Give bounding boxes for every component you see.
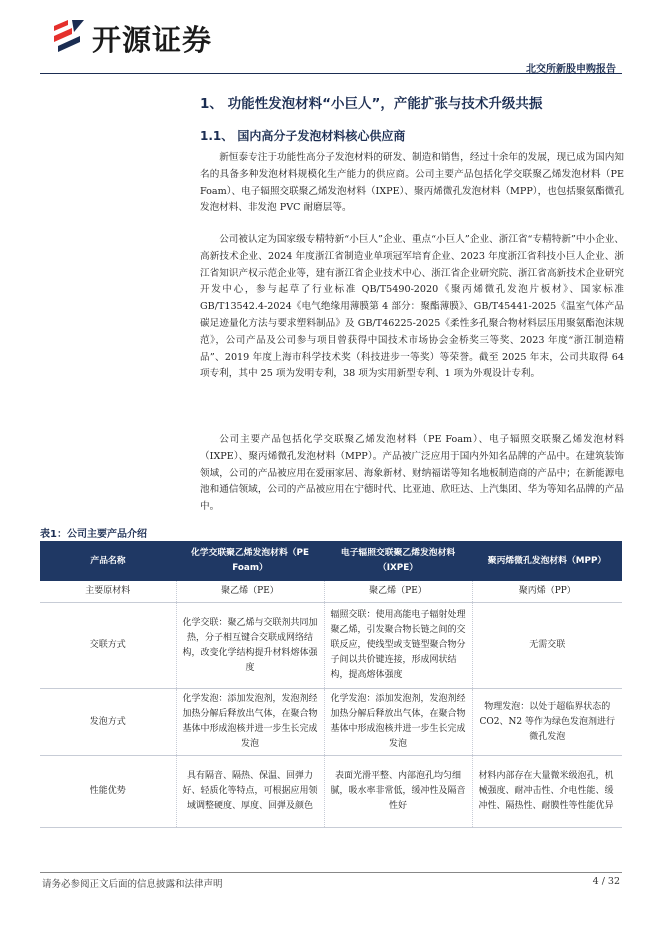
company-logo [50, 16, 260, 60]
column-header: 产品名称 [40, 541, 176, 581]
table-row [40, 581, 622, 603]
row-label: 交联方式 [40, 603, 176, 689]
footer-divider [40, 872, 622, 873]
paragraph-customers: 公司主要产品包括化学交联聚乙烯发泡材料（PE Foam）、电子辐照交联聚乙烯发泡材料（IXPE）、聚丙烯微孔发泡材料（MPP）。产品被广泛应用于国内外知名品牌的产品中。在建筑装饰领域，公司的产品被应用在爱丽家居、海象新材、财纳福诺等知名地板制造商的产品中；在新能源电池和通信领域，公司的产品被应用在宁德时代、比亚迪、欣旺达、上汽集团、华为等知名品牌的产品中。 [200, 434, 624, 513]
row-label: 发泡方式 [40, 689, 176, 756]
paragraph-company-intro: 新恒泰专注于功能性高分子发泡材料的研发、制造和销售，经过十余年的发展，现已成为国内知名的具备多种发泡材料规模化生产能力的供应商。公司主要产品包括化学交联聚乙烯发泡材料（PE Foam）、电子辐照交联聚乙烯发泡材料（IXPE）、聚丙烯微孔发泡材料（MPP），也包括聚氨酯微孔发泡材料、非发泡 PVC 耐磨层等。 [200, 152, 624, 214]
table-cell: 辐照交联：使用高能电子辐射处理聚乙烯，引发聚合物长链之间的交联反应，使线型或支链型聚合物分子间以共价键连接，形成网状结构，提高熔体强度 [324, 603, 472, 689]
subsection-heading: 1.1、 国内高分子发泡材料核心供应商 [200, 129, 406, 143]
table-cell: 化学发泡：添加发泡剂，发泡剂经加热分解后释放出气体，在聚合物基体中形成泡核并进一步生长完成发泡 [324, 689, 472, 756]
row-label: 主要原材料 [40, 581, 176, 603]
table-row [40, 756, 622, 828]
row-label: 性能优势 [40, 756, 176, 828]
column-header: 电子辐照交联聚乙烯发泡材料（IXPE） [324, 541, 472, 581]
table-row [40, 603, 622, 689]
header-divider [40, 73, 622, 74]
table-cell: 化学发泡：添加发泡剂，发泡剂经加热分解后释放出气体，在聚合物基体中形成泡核并进一步生长完成发泡 [176, 689, 324, 756]
section-heading: 1、 功能性发泡材料“小巨人”，产能扩张与技术升级共振 [200, 96, 543, 112]
table-cell: 聚乙烯（PE） [176, 581, 324, 603]
page-number: 4 / 32 [592, 876, 620, 887]
table-cell: 物理发泡：以处于超临界状态的 CO2、N2 等作为绿色发泡剂进行微孔发泡 [472, 689, 622, 756]
table-cell: 表面光滑平整、内部泡孔均匀细腻，吸水率非常低，缓冲性及隔音性好 [324, 756, 472, 828]
table-cell: 具有隔音、隔热、保温、回弹力好、轻质化等特点，可根据应用领域调整硬度、厚度、回弹及颜色 [176, 756, 324, 828]
table-cell: 聚乙烯（PE） [324, 581, 472, 603]
table-caption: 表1：公司主要产品介绍 [40, 529, 147, 540]
table-cell: 无需交联 [472, 603, 622, 689]
column-header: 聚丙烯微孔发泡材料（MPP） [472, 541, 622, 581]
logo-mark-icon [50, 16, 90, 56]
product-table [40, 541, 622, 828]
company-name: 开源证券 [92, 23, 213, 57]
table-cell: 材料内部存在大量微米级泡孔，机械强度、耐冲击性、介电性能、缓冲性、隔热性、耐膜性等性能优异 [472, 756, 622, 828]
table-cell: 化学交联：聚乙烯与交联剂共同加热，分子相互键合交联成网络结构，改变化学结构提升材料熔体强度 [176, 603, 324, 689]
column-header: 化学交联聚乙烯发泡材料（PE Foam） [176, 541, 324, 581]
table-row [40, 689, 622, 756]
footer-disclaimer: 请务必参阅正文后面的信息披露和法律声明 [42, 879, 223, 890]
table-cell: 聚丙烯（PP） [472, 581, 622, 603]
paragraph-honors: 公司被认定为国家级专精特新“小巨人”企业、重点“小巨人”企业、浙江省“专精特新”中小企业、高新技术企业、2024 年度浙江省制造业单项冠军培育企业、2023 年度浙江省科技小巨人企业、浙江省知识产权示范企业等，建有浙江省企业技术中心、浙江省企业研究院、浙江省高新技术企业研究开发中心，参与起草了行业标准 QB/T5490-2020《聚丙烯微孔发泡片板材》、国家标准 GB/T13542.4-2024《电气绝缘用薄膜第 4 部分：聚酯薄膜》、GB/T45441-2025《温室气体产品碳足迹量化方法与要求塑料制品》及 GB/T46225-2025《柔性多孔聚合物材料层压用聚氨酯泡沫规范》，公司产品及公司参与项目曾获得中国技术市场协会金桥奖三等奖、2023 年度“浙江制造精品”、2019 年度上海市科学技术奖（科技进步一等奖）等荣誉。截至 2025 年末，公司共取得 64 项专利，其中 25 项为发明专利，38 项为实用新型专利、1 项为外观设计专利。 [200, 234, 624, 380]
table-header-row [40, 541, 622, 581]
report-type-label: 北交所新股申购报告 [526, 64, 616, 75]
